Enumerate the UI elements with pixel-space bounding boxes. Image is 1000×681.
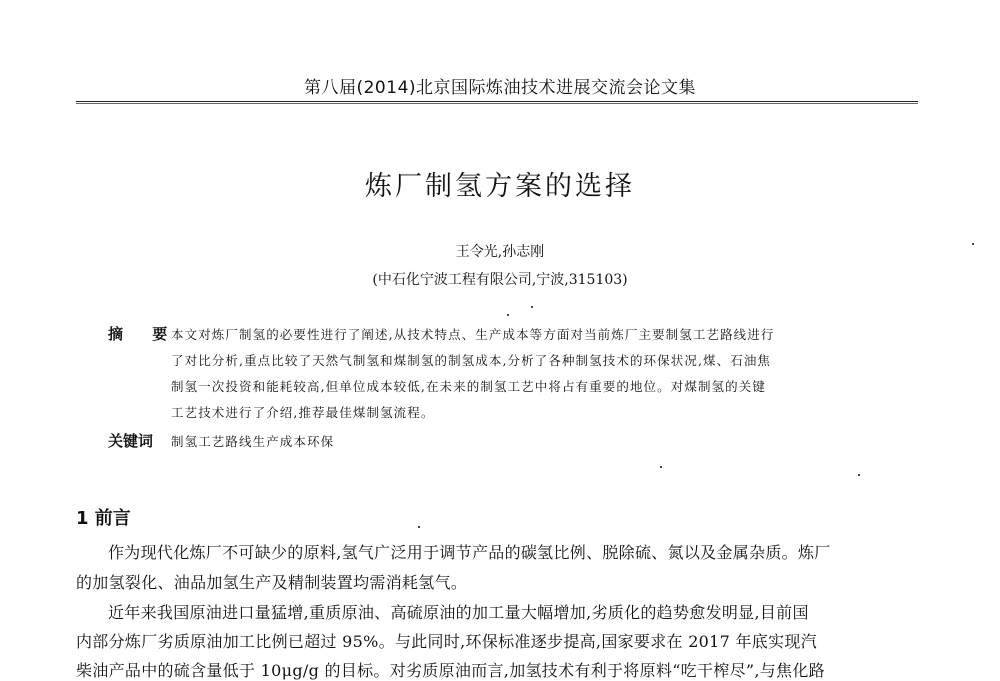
scan-speck: [858, 474, 860, 476]
header-rule-thick: [76, 103, 918, 104]
body-paragraph-line: 近年来我国原油进口量猛增,重质原油、高硫原油的加工量大幅增加,劣质化的趋势愈发明显,目前国: [108, 603, 809, 622]
scan-speck: [660, 466, 662, 468]
journal-header: 第八届(2014)北京国际炼油技术进展交流会论文集: [303, 78, 697, 98]
abstract-line: 工艺技术进行了介绍,推荐最佳煤制氢流程。: [171, 405, 435, 420]
scan-speck: [972, 243, 974, 245]
body-paragraph-line: 柴油产品中的硫含量低于 10μg/g 的目标。对劣质原油而言,加氢技术有利于将原料“吃干榨尽”,与焦化路: [76, 661, 825, 680]
paper-title: 炼厂制氢方案的选择: [365, 171, 635, 202]
body-paragraph-line: 的加氢裂化、油品加氢生产及精制装置均需消耗氢气。: [76, 573, 468, 592]
scan-speck: [531, 306, 533, 308]
section-heading: 1 前言: [76, 508, 131, 529]
paper-affiliation: (中石化宁波工程有限公司,宁波,315103): [372, 272, 628, 288]
keywords-text: 制氢工艺路线生产成本环保: [171, 434, 335, 449]
abstract-line: 本文对炼厂制氢的必要性进行了阐述,从技术特点、生产成本等方面对当前炼厂主要制氢工艺路线进行: [171, 327, 775, 342]
abstract-line: 制氢一次投资和能耗较高,但单位成本较低,在未来的制氢工艺中将占有重要的地位。对煤制氢的关键: [171, 379, 766, 394]
scan-speck: [507, 314, 509, 316]
header-rule: [76, 101, 918, 102]
body-paragraph-line: 作为现代化炼厂不可缺少的原料,氢气广泛用于调节产品的碳氢比例、脱除硫、氮以及金属杂质。炼厂: [108, 543, 831, 562]
keywords-label: 关键词: [108, 432, 154, 450]
body-paragraph-line: 内部分炼厂劣质原油加工比例已超过 95%。与此同时,环保标准逐步提高,国家要求在 2017 年底实现汽: [76, 632, 818, 651]
scan-speck: [418, 526, 420, 528]
paper-authors: 王令光,孙志刚: [455, 244, 545, 260]
abstract-line: 了对比分析,重点比较了天然气制氢和煤制氢的制氢成本,分析了各种制氢技术的环保状况,煤、石油焦: [171, 353, 772, 368]
abstract-label: 摘 要: [108, 325, 180, 343]
